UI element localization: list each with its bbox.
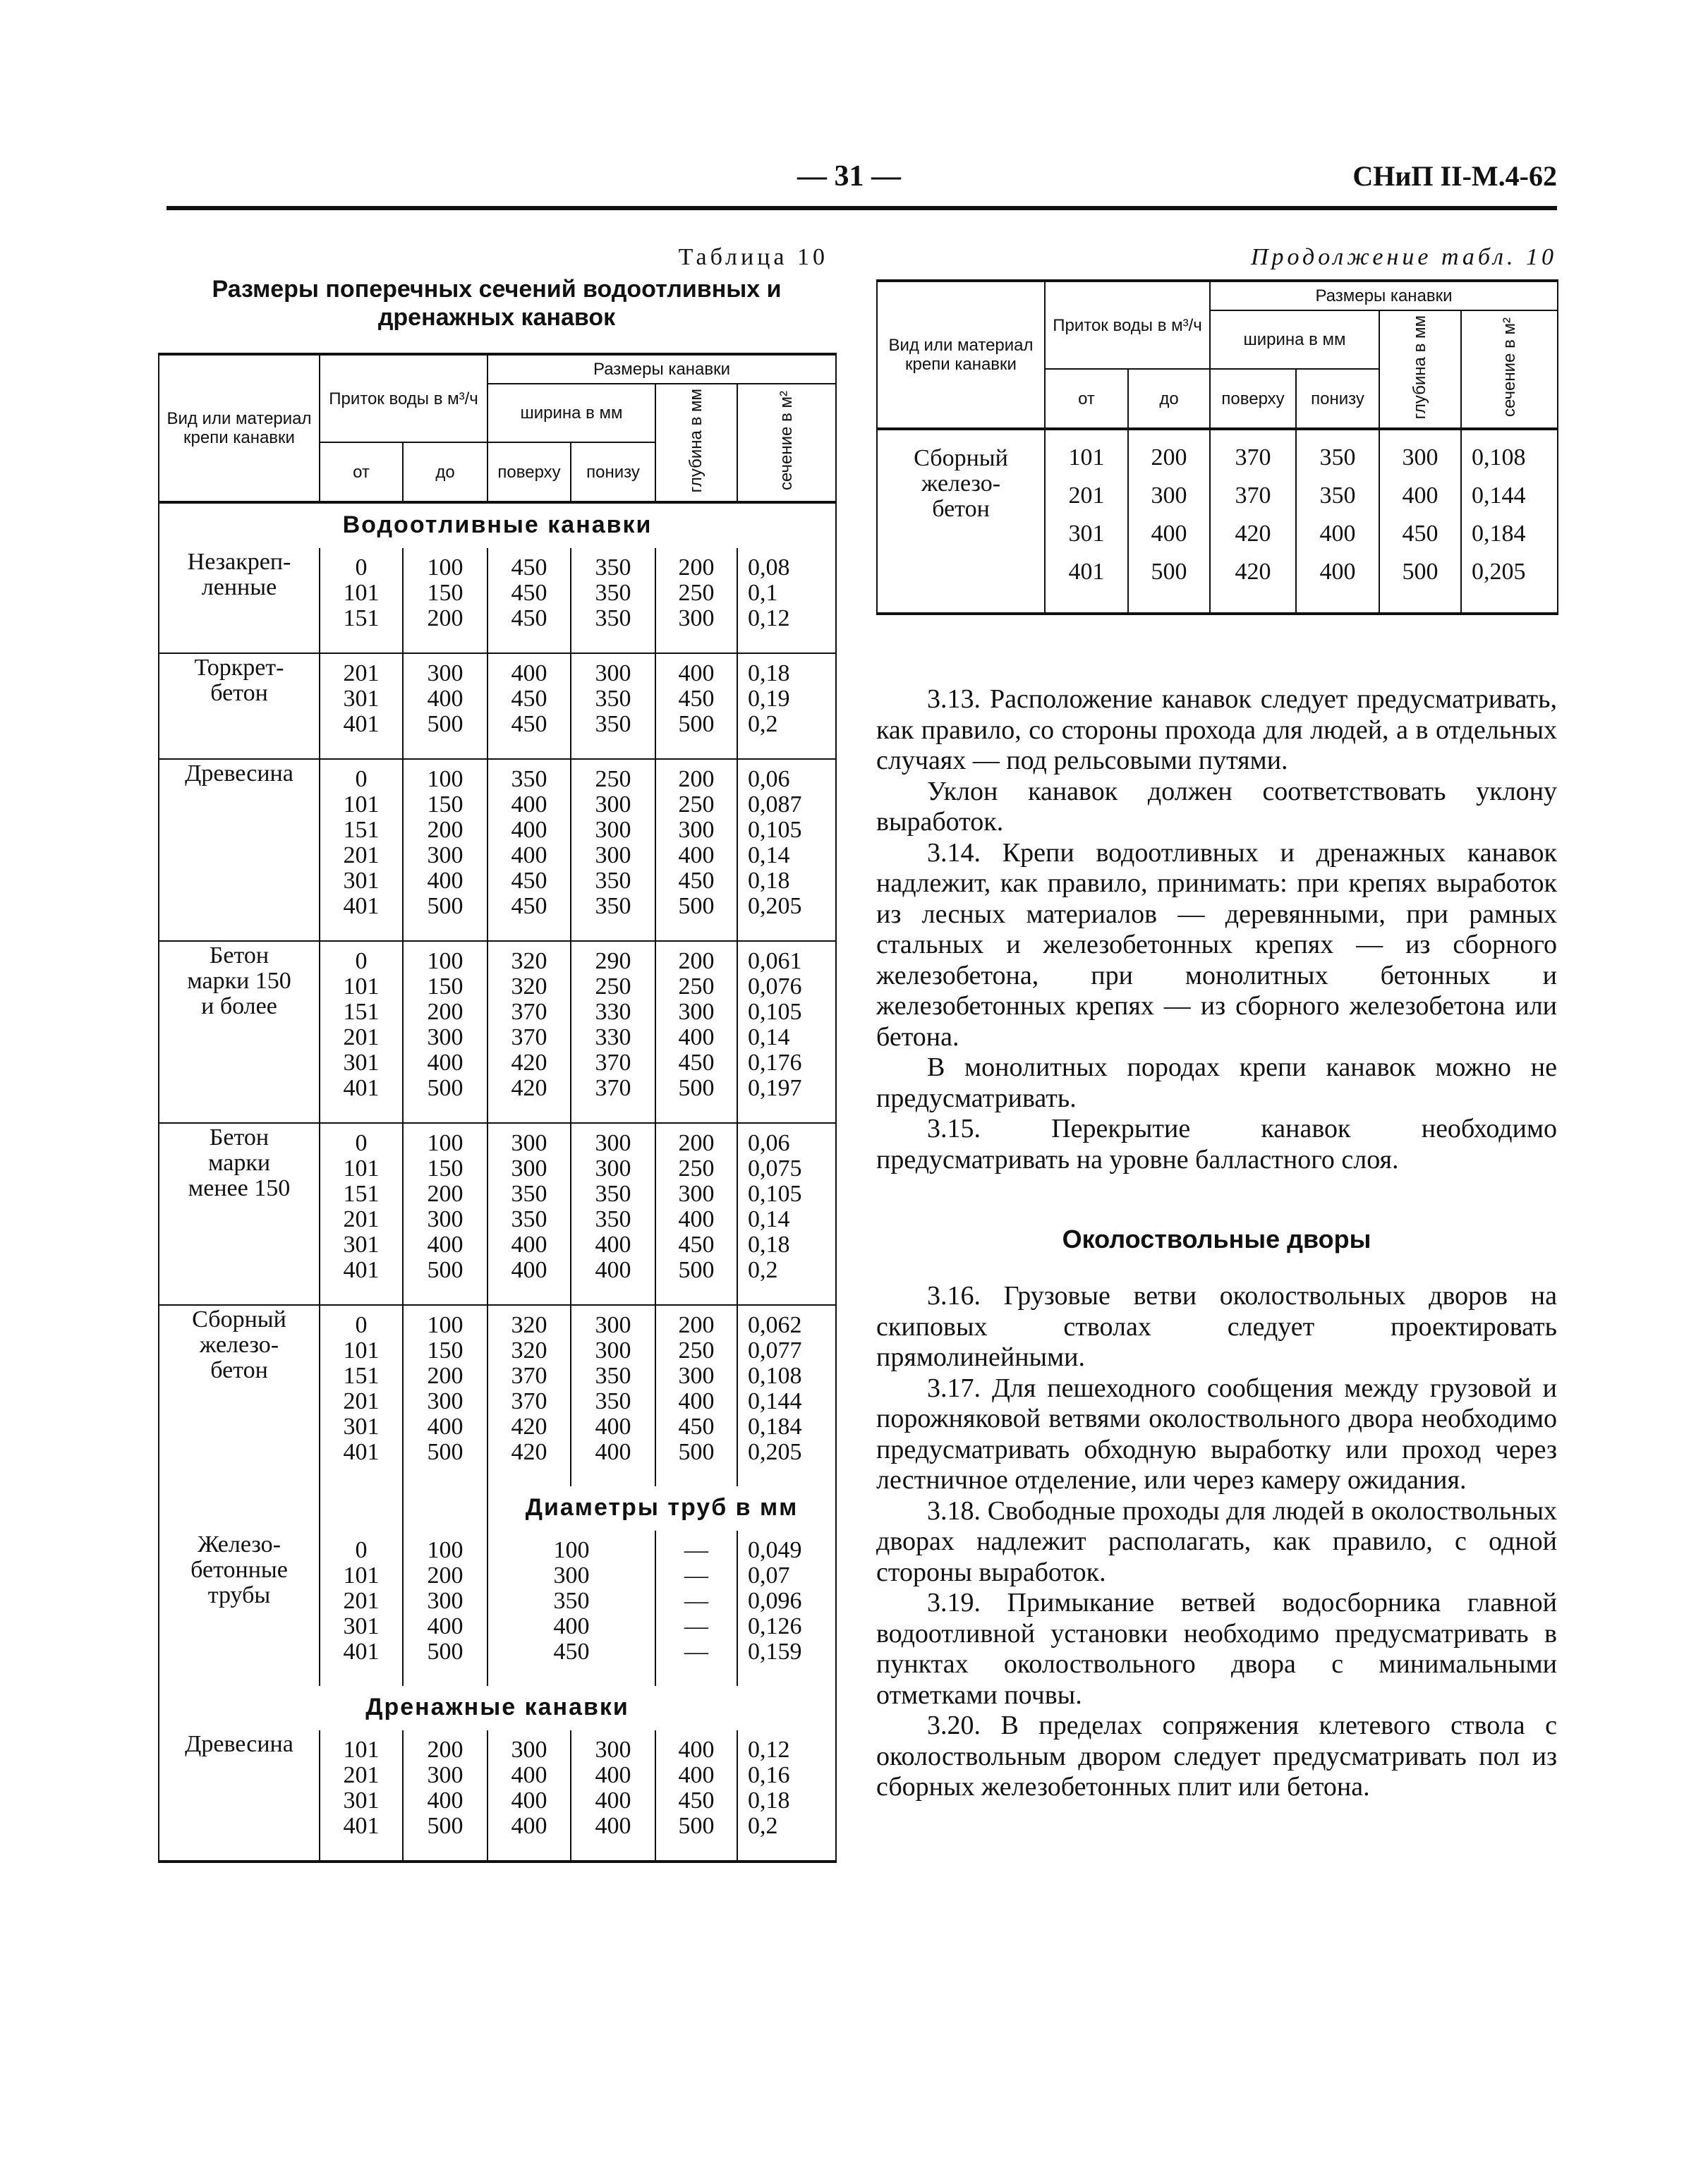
cell-section: 0,108 0,144 0,184 0,205 (1461, 429, 1558, 614)
header-top: поверху (487, 442, 571, 502)
cell-to: 100 150 200 300 400 500 (403, 1305, 487, 1486)
cell-to: 200 300 400 500 (403, 1730, 487, 1862)
group-title-drain: Водоотливные канавки (342, 511, 653, 539)
table-row (159, 759, 836, 941)
header-bottom: понизу (1296, 369, 1379, 429)
row-material: Бетон марки 150 и более (159, 941, 320, 1123)
header-bottom: понизу (571, 442, 655, 502)
cell-section: 0,062 0,077 0,108 0,144 0,184 0,205 (737, 1305, 836, 1486)
cell-to: 300 400 500 (403, 653, 487, 759)
cell-section: 0,049 0,07 0,096 0,126 0,159 (737, 1531, 836, 1686)
cell-bottom: 300 350 350 (571, 653, 655, 759)
row-material: Железо- бетонные трубы (159, 1531, 320, 1686)
cell-section: 0,061 0,076 0,105 0,14 0,176 0,197 (737, 941, 836, 1123)
cell-to: 100 150 200 300 400 500 (403, 759, 487, 941)
header-top: поверху (1210, 369, 1296, 429)
cell-bottom: 350 350 350 (571, 548, 655, 653)
cell-from: 101 201 301 401 (1045, 429, 1128, 614)
row-material: Бетон марки менее 150 (159, 1123, 320, 1305)
cell-section: 0,08 0,1 0,12 (737, 548, 836, 653)
header-inflow: Приток воды в м³/ч (1045, 281, 1210, 369)
table-row (159, 1730, 836, 1862)
cell-from: 0 101 151 201 301 401 (320, 941, 403, 1123)
cell-from: 0 101 201 301 401 (320, 1531, 403, 1686)
header-section: сечение в м² (737, 384, 836, 502)
cell-bottom: 300 400 400 400 (571, 1730, 655, 1862)
cell-depth: 200 250 300 (655, 548, 737, 653)
header-dims: Размеры канавки (1210, 281, 1558, 310)
cell-from: 101 201 301 401 (320, 1730, 403, 1862)
cell-dash: — — — — — (655, 1531, 737, 1686)
cell-bottom: 290 250 330 330 370 370 (571, 941, 655, 1123)
paragraph-3-14: 3.14. Крепи водоотливных и дренажных канавок надлежит, как правило, принимать: при крепях выработок из лесных материалов — деревянными, при рамных стальных и железобетонных крепях — из сборного железобетона, при монолитных бетонных и железобетонных крепях — из сборного железобетона или бетона. (876, 837, 1557, 1052)
paragraph-3-15: 3.15. Перекрытие канавок необходимо предусматривать на уровне балластного слоя. (876, 1114, 1557, 1174)
header-width: ширина в мм (1210, 310, 1379, 369)
group-title-pipes: Диаметры труб в мм (525, 1494, 799, 1522)
paragraph-3-17: 3.17. Для пешеходного сообщения между грузовой и порожняковой ветвями околоствольного двора необходимо предусматривать обходную выработку или проход через лестничное отделение, или через камеру ожидания. (876, 1373, 1557, 1495)
cell-depth: 400 450 500 (655, 653, 737, 759)
right-column (876, 244, 1557, 1803)
cell-depth: 200 250 300 400 450 500 (655, 1123, 737, 1305)
header-inflow: Приток воды в м³/ч (320, 354, 487, 442)
cell-top: 300 300 350 350 400 400 (487, 1123, 571, 1305)
paragraph-3-13-slope: Уклон канавок должен соответствовать уклону выработок. (876, 776, 1557, 837)
document-code: СНиП II-М.4-62 (1352, 160, 1557, 192)
header-from: от (1045, 369, 1128, 429)
row-material: Древесина (159, 1730, 320, 1862)
cell-bottom: 350 350 400 400 (1296, 429, 1379, 614)
cell-top: 400 450 450 (487, 653, 571, 759)
header-depth: глубина в мм (655, 384, 737, 502)
row-material: Сборный железо- бетон (159, 1305, 320, 1486)
table-row (159, 941, 836, 1123)
cell-top: 450 450 450 (487, 548, 571, 653)
cell-top: 300 400 400 400 (487, 1730, 571, 1862)
cell-from: 0 101 151 201 301 401 (320, 1305, 403, 1486)
table-label: Таблица 10 (678, 244, 828, 270)
paragraph-3-13: 3.13. Расположение канавок следует предусматривать, как правило, со стороны прохода для людей, а в отдельных случаях — под рельсовыми путями. (876, 684, 1557, 776)
cell-to: 100 150 200 300 400 500 (403, 941, 487, 1123)
cell-depth: 400 400 450 500 (655, 1730, 737, 1862)
header-material: Вид или материал крепи канавки (877, 281, 1045, 429)
cell-bottom: 300 300 350 350 400 400 (571, 1305, 655, 1486)
header-depth: глубина в мм (1379, 310, 1461, 429)
header-width: ширина в мм (487, 384, 655, 442)
cell-depth: 300 400 450 500 (1379, 429, 1461, 614)
cell-diameter: 100 300 350 400 450 (487, 1531, 655, 1686)
header-section: сечение в м² (1461, 310, 1558, 429)
cell-section: 0,06 0,087 0,105 0,14 0,18 0,205 (737, 759, 836, 941)
cell-to: 100 150 200 300 400 500 (403, 1123, 487, 1305)
cell-top: 320 320 370 370 420 420 (487, 1305, 571, 1486)
cell-from: 0 101 151 201 301 401 (320, 1123, 403, 1305)
header-from: от (320, 442, 403, 502)
table-row (159, 653, 836, 759)
cell-from: 0 101 151 201 301 401 (320, 759, 403, 941)
cell-bottom: 250 300 300 300 350 350 (571, 759, 655, 941)
cell-depth: 200 250 300 400 450 500 (655, 1305, 737, 1486)
table-10 (158, 353, 837, 1863)
cell-from: 0 101 151 (320, 548, 403, 653)
table-row (159, 1531, 836, 1686)
row-material: Древесина (159, 759, 320, 941)
section-title: Околоствольные дворы (1062, 1225, 1371, 1254)
cell-top: 370 370 420 420 (1210, 429, 1296, 614)
header-material: Вид или материал крепи канавки (159, 354, 320, 502)
table-10-continuation (876, 279, 1558, 615)
header-dims: Размеры канавки (487, 354, 836, 384)
header-to: до (403, 442, 487, 502)
left-column (158, 244, 835, 1863)
row-material: Торкрет- бетон (159, 653, 320, 759)
cell-to: 100 150 200 (403, 548, 487, 653)
table-row (159, 1305, 836, 1486)
group-title-drainage: Дренажные канавки (365, 1694, 629, 1721)
cell-top: 350 400 400 400 450 450 (487, 759, 571, 941)
cell-depth: 200 250 300 400 450 500 (655, 941, 737, 1123)
cell-from: 201 301 401 (320, 653, 403, 759)
cell-section: 0,12 0,16 0,18 0,2 (737, 1730, 836, 1862)
cell-section: 0,18 0,19 0,2 (737, 653, 836, 759)
cell-to: 200 300 400 500 (1128, 429, 1210, 614)
header-to: до (1128, 369, 1210, 429)
cell-top: 320 320 370 370 420 420 (487, 941, 571, 1123)
paragraph-3-16: 3.16. Грузовые ветви околоствольных дворов на скиповых стволах следует проектировать прямолинейными. (876, 1281, 1557, 1373)
table-caption: Размеры поперечных сечений водоотливных и дренажных канавок (212, 276, 782, 331)
cell-bottom: 300 300 350 350 400 400 (571, 1123, 655, 1305)
paragraph-3-20: 3.20. В пределах сопряжения клетевого ствола с околоствольным двором следует предусматривать пол из сборных железобетонных плит или бетона. (876, 1711, 1557, 1802)
table-continuation-label: Продолжение табл. 10 (1250, 244, 1557, 270)
table-row (159, 548, 836, 653)
cell-section: 0,06 0,075 0,105 0,14 0,18 0,2 (737, 1123, 836, 1305)
table-row (877, 429, 1558, 614)
cell-depth: 200 250 300 400 450 500 (655, 759, 737, 941)
page-number: — 31 — (797, 160, 901, 193)
cell-to: 100 200 300 400 500 (403, 1531, 487, 1686)
row-material: Незакреп- ленные (159, 548, 320, 653)
table-row (159, 1123, 836, 1305)
row-material: Сборный железо- бетон (877, 429, 1045, 614)
paragraph-3-18: 3.18. Свободные проходы для людей в околоствольных дворах надлежит располагать, как правило, с одной стороны выработок. (876, 1495, 1557, 1587)
header-rule (166, 206, 1557, 210)
paragraph-3-19: 3.19. Примыкание ветвей водосборника главной водоотливной установки необходимо предусматривать в пунктах околоствольного двора с минимальными отметками почвы. (876, 1588, 1557, 1710)
paragraph-3-14-monolithic: В монолитных породах крепи канавок можно не предусматривать. (876, 1052, 1557, 1113)
